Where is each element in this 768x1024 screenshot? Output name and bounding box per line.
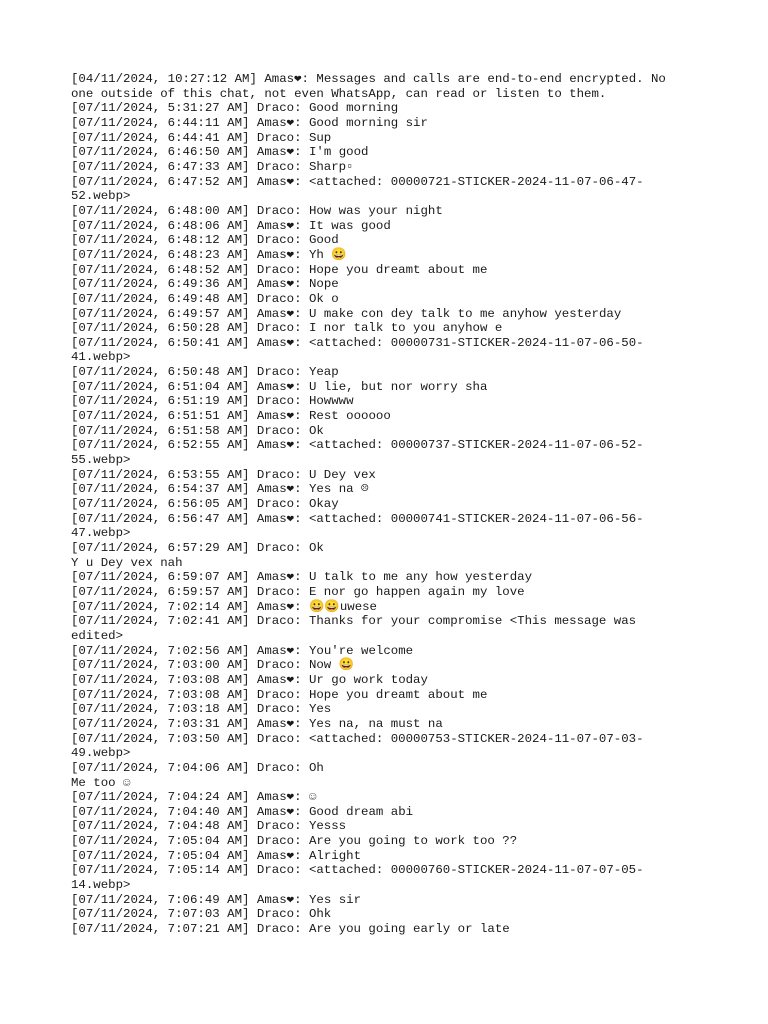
transcript-line: [07/11/2024, 6:50:41 AM] Amas❤: <attached: 00000731-STICKER-2024-11-07-06-50- [71, 335, 644, 350]
transcript-line: [07/11/2024, 6:44:41 AM] Draco: Sup [71, 130, 332, 145]
transcript-line: [07/11/2024, 7:03:31 AM] Amas❤: Yes na, na must na [71, 716, 443, 731]
transcript-line: [07/11/2024, 6:54:37 AM] Amas❤: Yes na ☹ [71, 482, 369, 497]
transcript-line: [07/11/2024, 6:52:55 AM] Amas❤: <attached: 00000737-STICKER-2024-11-07-06-52- [71, 438, 644, 453]
transcript-line: [07/11/2024, 6:56:05 AM] Draco: Okay [71, 497, 339, 512]
transcript-line: [07/11/2024, 5:31:27 AM] Draco: Good morning [71, 101, 399, 116]
transcript-line: [07/11/2024, 7:04:24 AM] Amas❤: ☺ [71, 790, 317, 805]
transcript-line: [07/11/2024, 6:50:28 AM] Draco: I nor talk to you anyhow e [71, 321, 503, 336]
transcript-line: [07/11/2024, 6:47:52 AM] Amas❤: <attached: 00000721-STICKER-2024-11-07-06-47- [71, 174, 644, 189]
transcript-line: [07/11/2024, 7:02:41 AM] Draco: Thanks for your compromise <This message was [71, 614, 637, 629]
transcript-line: 41.webp> [71, 350, 131, 365]
transcript-line: [07/11/2024, 7:02:56 AM] Amas❤: You're welcome [71, 643, 414, 658]
transcript-line: [04/11/2024, 10:27:12 AM] Amas❤: Messages and calls are end-to-end encrypted. No [71, 72, 666, 86]
transcript-line: [07/11/2024, 6:48:06 AM] Amas❤: It was good [71, 218, 391, 233]
transcript-line: 14.webp> [71, 878, 131, 893]
transcript-line: [07/11/2024, 6:51:58 AM] Draco: Ok [71, 423, 324, 438]
transcript-line: [07/11/2024, 7:04:40 AM] Amas❤: Good dream abi [71, 804, 414, 819]
transcript-line: [07/11/2024, 6:50:48 AM] Draco: Yeap [71, 365, 339, 380]
transcript-line: 52.webp> [71, 189, 131, 204]
transcript-line: [07/11/2024, 7:03:18 AM] Draco: Yes [71, 702, 332, 717]
transcript-line: [07/11/2024, 6:51:04 AM] Amas❤: U lie, but nor worry sha [71, 379, 488, 394]
transcript-line: [07/11/2024, 7:03:50 AM] Draco: <attached: 00000753-STICKER-2024-11-07-07-03- [71, 731, 644, 746]
transcript-line: Y u Dey vex nah [71, 555, 183, 570]
transcript-line: [07/11/2024, 6:59:07 AM] Amas❤: U talk to me any how yesterday [71, 570, 533, 585]
transcript-line: [07/11/2024, 6:53:55 AM] Draco: U Dey vex [71, 467, 376, 482]
transcript-line: [07/11/2024, 6:59:57 AM] Draco: E nor go happen again my love [71, 584, 525, 599]
transcript-line: [07/11/2024, 7:05:14 AM] Draco: <attached: 00000760-STICKER-2024-11-07-07-05- [71, 863, 644, 878]
transcript-line: [07/11/2024, 6:49:48 AM] Draco: Ok o [71, 291, 339, 306]
transcript-line: edited> [71, 628, 124, 643]
transcript-line: [07/11/2024, 6:46:50 AM] Amas❤: I'm good [71, 145, 369, 160]
chat-transcript [71, 72, 691, 937]
transcript-line: [07/11/2024, 7:03:08 AM] Draco: Hope you dreamt about me [71, 687, 488, 702]
transcript-line: [07/11/2024, 6:48:00 AM] Draco: How was your night [71, 203, 443, 218]
transcript-line: [07/11/2024, 7:05:04 AM] Draco: Are you going to work too ?? [71, 834, 518, 849]
transcript-line: [07/11/2024, 6:48:23 AM] Amas❤: Yh 😀 [71, 247, 347, 262]
transcript-line: [07/11/2024, 7:07:21 AM] Draco: Are you going early or late [71, 922, 510, 937]
transcript-line: [07/11/2024, 6:49:57 AM] Amas❤: U make con dey talk to me anyhow yesterday [71, 306, 622, 321]
transcript-line: [07/11/2024, 6:48:52 AM] Draco: Hope you dreamt about me [71, 262, 488, 277]
transcript-line: [07/11/2024, 7:02:14 AM] Amas❤: 😀😀uwese [71, 599, 377, 614]
transcript-line: [07/11/2024, 7:05:04 AM] Amas❤: Alright [71, 848, 362, 863]
transcript-line: 47.webp> [71, 526, 131, 541]
transcript-line: Me too ☺ [71, 775, 131, 790]
transcript-line: [07/11/2024, 6:51:19 AM] Draco: Howwww [71, 394, 354, 409]
transcript-line: [07/11/2024, 6:47:33 AM] Draco: Sharp▫ [71, 159, 354, 174]
transcript-line: [07/11/2024, 6:57:29 AM] Draco: Ok [71, 541, 324, 555]
transcript-line: [07/11/2024, 6:51:51 AM] Amas❤: Rest oooooo [71, 409, 391, 424]
transcript-line: [07/11/2024, 7:06:49 AM] Amas❤: Yes sir [71, 892, 362, 907]
transcript-line: [07/11/2024, 6:56:47 AM] Amas❤: <attached: 00000741-STICKER-2024-11-07-06-56- [71, 511, 644, 526]
transcript-line: one outside of this chat, not even WhatsApp, can read or listen to them. [71, 86, 607, 101]
transcript-line: [07/11/2024, 7:04:48 AM] Draco: Yesss [71, 819, 347, 834]
transcript-line: [07/11/2024, 7:07:03 AM] Draco: Ohk [71, 907, 332, 922]
transcript-line: 55.webp> [71, 453, 131, 468]
transcript-line: [07/11/2024, 7:03:08 AM] Amas❤: Ur go work today [71, 672, 428, 687]
transcript-line: [07/11/2024, 6:49:36 AM] Amas❤: Nope [71, 277, 339, 292]
transcript-line: [07/11/2024, 7:04:06 AM] Draco: Oh [71, 760, 324, 775]
transcript-line: [07/11/2024, 6:44:11 AM] Amas❤: Good morning sir [71, 115, 428, 130]
transcript-line: [07/11/2024, 6:48:12 AM] Draco: Good [71, 233, 339, 248]
transcript-line: [07/11/2024, 7:03:00 AM] Draco: Now 😀 [71, 658, 355, 673]
transcript-line: 49.webp> [71, 746, 131, 761]
